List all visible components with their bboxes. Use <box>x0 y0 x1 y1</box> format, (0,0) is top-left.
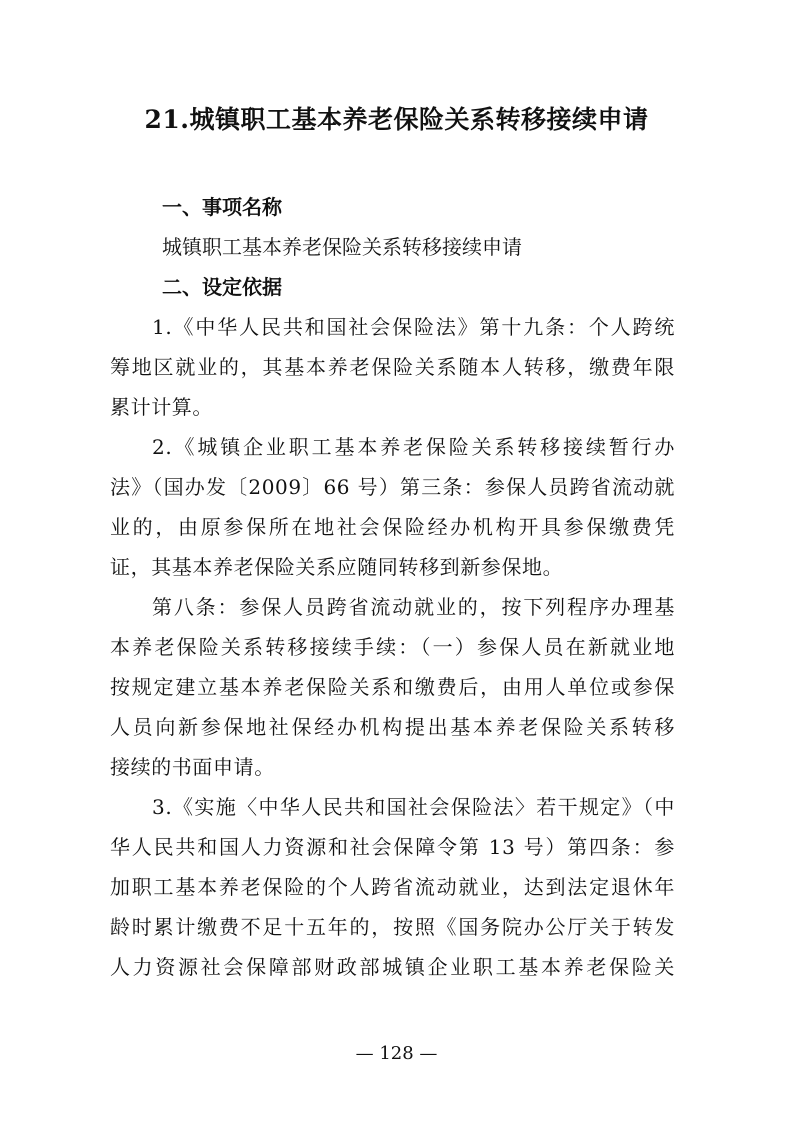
text-line: 3.《实施〈中华人民共和国社会保险法〉若干规定》（中 <box>152 795 675 819</box>
text-line: 业的，由原参保所在地社会保险经办机构开具参保缴费凭 <box>110 515 675 539</box>
text-line: 1.《中华人民共和国社会保险法》第十九条：个人跨统 <box>152 315 675 339</box>
document-title: 21.城镇职工基本养老保险关系转移接续申请 <box>144 105 649 134</box>
document-body <box>110 187 675 987</box>
text-line: 本养老保险关系转移接续手续：（一）参保人员在新就业地 <box>110 635 675 659</box>
text-line: 2.《城镇企业职工基本养老保险关系转移接续暂行办 <box>152 435 675 459</box>
text-line: 第八条：参保人员跨省流动就业的，按下列程序办理基 <box>152 595 675 619</box>
text-line: 累计计算。 <box>110 395 213 419</box>
text-line: 人力资源社会保障部财政部城镇企业职工基本养老保险关 <box>110 955 675 979</box>
paragraph-basis-1 <box>110 307 675 427</box>
text-line: 筹地区就业的，其基本养老保险关系随本人转移，缴费年限 <box>110 355 675 379</box>
text-line: 加职工基本养老保险的个人跨省流动就业，达到法定退休年 <box>110 875 675 899</box>
text-line: 法》（国办发〔2009〕66 号）第三条：参保人员跨省流动就 <box>110 475 675 499</box>
text-line: 按规定建立基本养老保险关系和缴费后，由用人单位或参保 <box>110 675 675 699</box>
text-line: 证，其基本养老保险关系应随同转移到新参保地。 <box>110 555 564 579</box>
text-line: 龄时累计缴费不足十五年的，按照《国务院办公厅关于转发 <box>110 915 675 939</box>
text-line: 华人民共和国人力资源和社会保障令第 13 号）第四条：参 <box>110 835 675 859</box>
text-line: 接续的书面申请。 <box>110 755 275 779</box>
paragraph-basis-2 <box>110 427 675 587</box>
paragraph-article-8 <box>110 587 675 787</box>
paragraph-basis-3 <box>110 787 675 987</box>
section-heading-item-name: 一、事项名称 <box>162 195 282 219</box>
item-name-text: 城镇职工基本养老保险关系转移接续申请 <box>162 235 522 259</box>
page-number: — 128 — <box>355 1043 438 1064</box>
text-line: 人员向新参保地社保经办机构提出基本养老保险关系转移 <box>110 715 675 739</box>
section-heading-basis: 二、设定依据 <box>162 275 282 299</box>
